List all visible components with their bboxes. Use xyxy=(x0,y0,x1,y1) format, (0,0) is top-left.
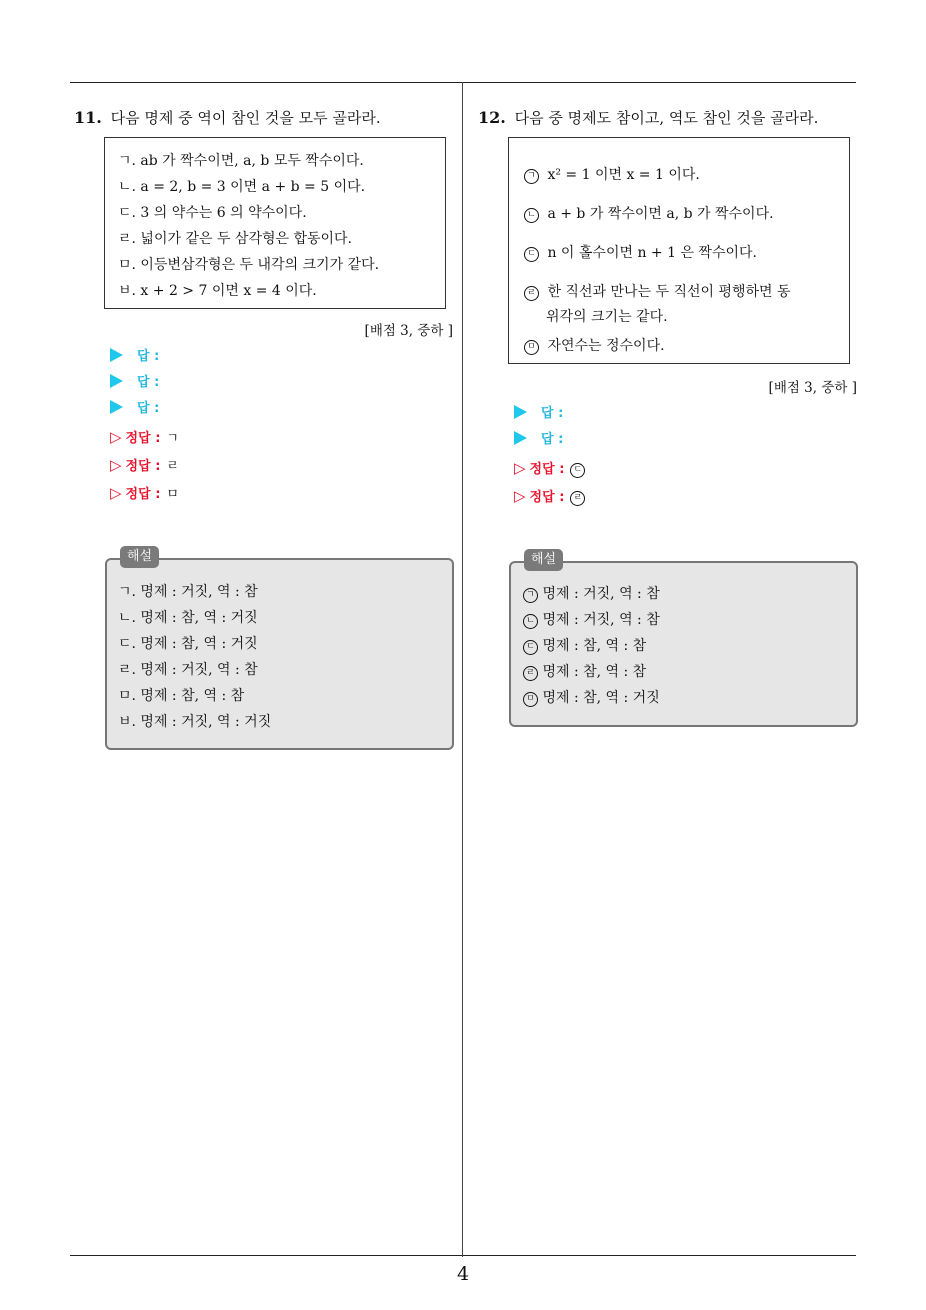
statement: ㅂ. x + 2 > 7 이면 x = 4 이다. xyxy=(118,283,317,299)
statement xyxy=(524,335,665,355)
play-triangle-icon xyxy=(514,405,527,419)
statement: ㄹ. 넓이가 같은 두 삼각형은 합동이다. xyxy=(118,231,353,247)
explanation-line xyxy=(523,609,660,629)
correct-answer-row xyxy=(514,457,585,479)
statement-text: a + b 가 짝수이면 a, b 가 짝수이다. xyxy=(547,206,774,222)
circled-marker: ㄷ xyxy=(524,247,539,262)
circled-marker: ㄹ xyxy=(523,666,538,681)
explanation-line xyxy=(523,687,660,707)
statement: ㄱ. ab 가 짝수이면, a, b 모두 짝수이다. xyxy=(118,153,364,169)
outline-triangle-icon: ▷ xyxy=(514,459,526,477)
statement: ㄷ. 3 의 약수는 6 의 약수이다. xyxy=(118,205,307,221)
correct-answer-row xyxy=(110,454,179,476)
correct-answer-value: ㄱ xyxy=(166,431,179,446)
explanation-text: 명제 : 거짓, 역 : 참 xyxy=(542,612,660,628)
circled-marker: ㄹ xyxy=(524,286,539,301)
statement-text: x² = 1 이면 x = 1 이다. xyxy=(547,167,700,183)
circled-marker: ㅁ xyxy=(524,340,539,355)
answer-row[interactable] xyxy=(514,429,563,451)
explanation-line: ㄴ. 명제 : 참, 역 : 거짓 xyxy=(118,610,258,626)
explanation-line xyxy=(523,635,646,655)
answer-label: 답 : xyxy=(137,375,160,390)
question-text: 다음 명제 중 역이 참인 것을 모두 골라라. xyxy=(110,109,381,127)
correct-answer-value: ㄹ xyxy=(166,459,179,474)
correct-label: 정답 : xyxy=(529,490,565,505)
answer-label: 답 : xyxy=(137,401,160,416)
explanation-line xyxy=(523,583,660,603)
correct-answer-row xyxy=(514,485,585,507)
explanation-line: ㅂ. 명제 : 거짓, 역 : 거짓 xyxy=(118,714,272,730)
correct-label: 정답 : xyxy=(125,459,161,474)
circled-marker: ㅁ xyxy=(523,692,538,707)
top-rule xyxy=(70,82,856,83)
score-label: [배점 3, 중하 ] xyxy=(768,380,857,396)
outline-triangle-icon: ▷ xyxy=(110,428,122,446)
circled-marker: ㄹ xyxy=(570,491,585,506)
statement-text: 한 직선과 만나는 두 직선이 평행하면 동 xyxy=(547,284,791,300)
play-triangle-icon xyxy=(110,374,123,388)
explanation-text: 명제 : 참, 역 : 참 xyxy=(542,664,647,680)
explanation-line: ㄱ. 명제 : 거짓, 역 : 참 xyxy=(118,584,258,600)
statement-text: n 이 홀수이면 n + 1 은 짝수이다. xyxy=(547,245,757,261)
outline-triangle-icon: ▷ xyxy=(110,484,122,502)
circled-marker: ㄴ xyxy=(524,208,539,223)
statement: ㅁ. 이등변삼각형은 두 내각의 크기가 같다. xyxy=(118,257,380,273)
circled-marker: ㄴ xyxy=(523,614,538,629)
circled-marker: ㄱ xyxy=(523,588,538,603)
circled-marker: ㄷ xyxy=(523,640,538,655)
explanation-line: ㄷ. 명제 : 참, 역 : 거짓 xyxy=(118,636,258,652)
column-divider xyxy=(462,82,463,1257)
correct-answer-value: ㅁ xyxy=(166,487,179,502)
correct-label: 정답 : xyxy=(529,462,565,477)
correct-answer-row xyxy=(110,482,179,504)
statement xyxy=(524,203,774,223)
question-12-title xyxy=(478,106,818,130)
explanation-text: 명제 : 참, 역 : 거짓 xyxy=(542,690,660,706)
answer-row[interactable] xyxy=(110,372,159,394)
explanation-line xyxy=(523,661,646,681)
question-number: 11. xyxy=(74,108,102,127)
question-text: 다음 중 명제도 참이고, 역도 참인 것을 골라라. xyxy=(514,109,819,127)
outline-triangle-icon: ▷ xyxy=(514,487,526,505)
correct-label: 정답 : xyxy=(125,431,161,446)
explanation-text: 명제 : 참, 역 : 참 xyxy=(542,638,647,654)
play-triangle-icon xyxy=(110,400,123,414)
statement xyxy=(524,242,757,262)
answer-row[interactable] xyxy=(110,398,159,420)
bottom-rule xyxy=(70,1255,856,1256)
answer-row[interactable] xyxy=(514,403,563,425)
answer-label: 답 : xyxy=(541,432,564,447)
question-number: 12. xyxy=(478,108,506,127)
statement: ㄴ. a = 2, b = 3 이면 a + b = 5 이다. xyxy=(118,179,366,195)
answer-label: 답 : xyxy=(541,406,564,421)
score-label: [배점 3, 중하 ] xyxy=(364,323,453,339)
explanation-line: ㅁ. 명제 : 참, 역 : 참 xyxy=(118,688,245,704)
statement xyxy=(524,164,700,184)
page-number: 4 xyxy=(456,1263,470,1285)
explanation-tag: 해설 xyxy=(120,546,159,568)
circled-marker: ㄷ xyxy=(570,463,585,478)
outline-triangle-icon: ▷ xyxy=(110,456,122,474)
explanation-line: ㄹ. 명제 : 거짓, 역 : 참 xyxy=(118,662,258,678)
circled-marker: ㄱ xyxy=(524,169,539,184)
answer-label: 답 : xyxy=(137,349,160,364)
statement-continuation: 위각의 크기는 같다. xyxy=(546,309,668,325)
play-triangle-icon xyxy=(110,348,123,362)
play-triangle-icon xyxy=(514,431,527,445)
explanation-tag: 해설 xyxy=(524,549,563,571)
statement-text: 자연수는 정수이다. xyxy=(547,338,665,354)
statement xyxy=(524,281,791,301)
correct-answer-row xyxy=(110,426,179,448)
answer-row[interactable] xyxy=(110,346,159,368)
explanation-text: 명제 : 거짓, 역 : 참 xyxy=(542,586,660,602)
correct-label: 정답 : xyxy=(125,487,161,502)
question-11-title xyxy=(74,106,381,130)
